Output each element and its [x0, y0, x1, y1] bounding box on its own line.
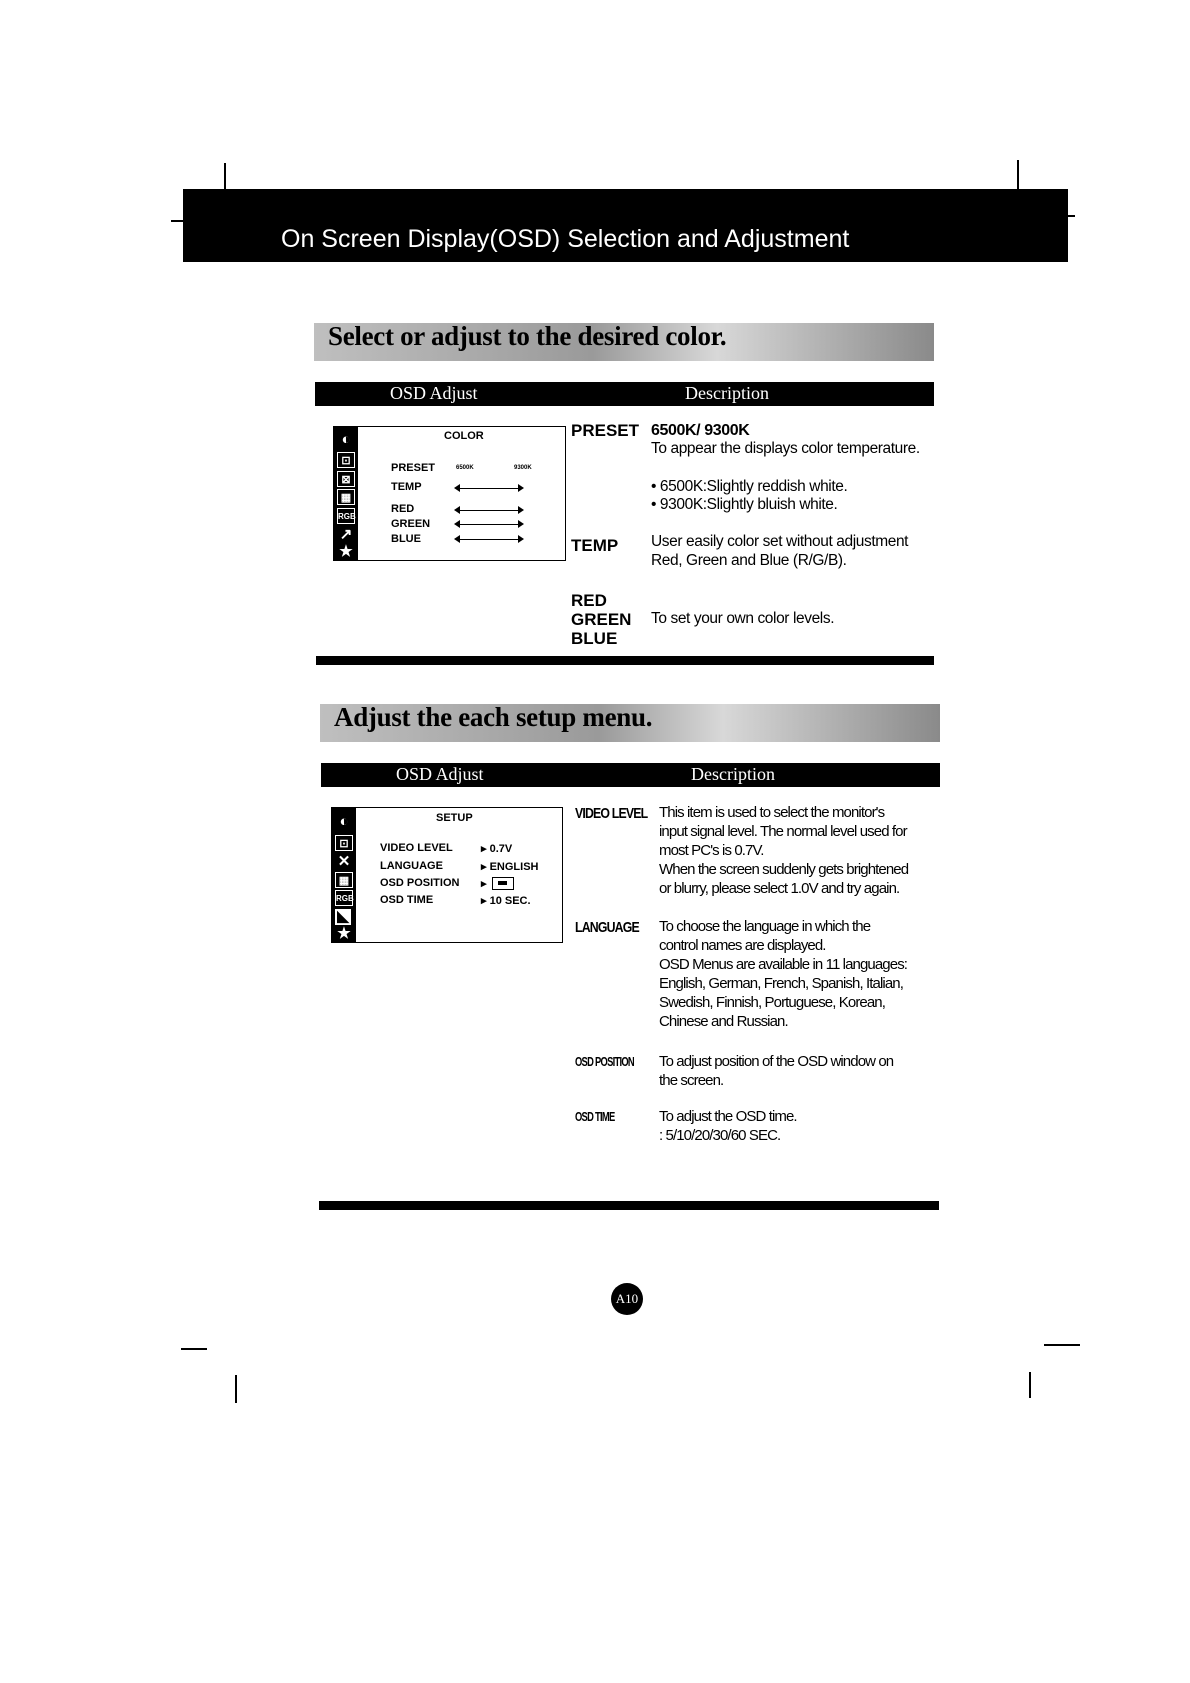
osd-green-label: GREEN [391, 518, 431, 530]
color-table-header [315, 382, 934, 406]
osd-setup-title: SETUP [436, 812, 473, 824]
term-osd-time: OSD TIME [575, 1109, 615, 1124]
osd-time-line1: To adjust the OSD time. [659, 1108, 797, 1125]
contrast-icon: ◐ [339, 813, 349, 830]
temp-line1: User easily color set without adjustment [651, 533, 909, 550]
osd-position-line1: To adjust position of the OSD window on [659, 1053, 894, 1070]
rgb-line1: To set your own color levels. [651, 610, 835, 627]
language-line4: English, German, French, Spanish, Italian, [659, 975, 904, 992]
crop-mark [181, 1348, 207, 1350]
osd-temp-slider[interactable] [456, 488, 522, 489]
osd-position-window-fill [498, 881, 507, 885]
osd-icon-column [332, 808, 356, 942]
crop-mark [224, 163, 226, 191]
section-divider [319, 1201, 939, 1210]
position-icon: ⊡ [335, 835, 353, 851]
crop-mark [1044, 1344, 1080, 1346]
star-icon: ★ [339, 543, 353, 560]
osd-color-title: COLOR [444, 430, 484, 442]
page-title: On Screen Display(OSD) Selection and Adjustment [281, 225, 850, 253]
crop-mark [1017, 160, 1019, 190]
osd-preset-9300k: 9300K [514, 465, 532, 471]
osd-time-label: OSD TIME [380, 894, 434, 906]
star-icon: ★ [337, 925, 351, 942]
language-line3: OSD Menus are available in 11 languages: [659, 956, 908, 973]
col-osd-adjust: OSD Adjust [390, 383, 478, 403]
osd-position-label: OSD POSITION [380, 877, 460, 889]
osd-position-window-icon [492, 877, 514, 890]
term-preset: PRESET [571, 421, 640, 440]
col-description: Description [691, 764, 775, 784]
tracking-icon: ◣ [335, 909, 351, 925]
language-line6: Chinese and Russian. [659, 1013, 788, 1030]
header-bar [183, 189, 1068, 262]
language-line5: Swedish, Finnish, Portuguese, Korean, [659, 994, 886, 1011]
color-section-title-text: Select or adjust to the desired color. [328, 323, 727, 351]
osd-setup-menu [331, 807, 563, 943]
size-icon: ✕ [337, 853, 351, 870]
preset-heading-text: 6500K/ 9300K [651, 422, 750, 439]
setup-section-title [320, 704, 940, 742]
term-green: GREEN [571, 610, 632, 629]
crop-mark [1029, 1372, 1031, 1398]
osd-icon-column [334, 427, 358, 560]
osd-red-label: RED [391, 503, 415, 515]
language-line2: control names are displayed. [659, 937, 826, 954]
term-blue: BLUE [571, 629, 618, 648]
osd-video-level-label: VIDEO LEVEL [380, 842, 453, 854]
preset-bullet1: • 6500K:Slightly reddish white. [651, 478, 848, 495]
crop-mark [1067, 215, 1075, 217]
rgb-icon: RGB [337, 508, 355, 524]
size-icon: ⊠ [337, 471, 355, 487]
term-red: RED [571, 591, 607, 610]
osd-preset-6500k: 6500K [456, 465, 474, 471]
video-level-line1: This item is used to select the monitor's [659, 804, 885, 821]
osd-color-menu [333, 426, 566, 561]
video-level-line5: or blurry, please select 1.0V and try again. [659, 880, 900, 897]
position-icon: ⊡ [337, 452, 355, 468]
col-description: Description [685, 383, 769, 403]
osd-red-slider[interactable] [456, 510, 522, 511]
osd-green-slider[interactable] [456, 524, 522, 525]
preset-bullet2: • 9300K:Slightly bluish white. [651, 496, 838, 513]
preset-line1: To appear the displays color temperature. [651, 440, 920, 457]
video-level-line3: most PC's is 0.7V. [659, 842, 764, 859]
osd-preset-label: PRESET [391, 462, 436, 474]
osd-language-value[interactable]: ▸ ENGLISH [481, 861, 539, 873]
color-icon: ▦ [337, 489, 355, 505]
setup-section-title-text: Adjust the each setup menu. [334, 704, 653, 732]
crop-mark [235, 1375, 237, 1403]
section-divider [316, 656, 934, 665]
col-osd-adjust: OSD Adjust [396, 764, 484, 784]
color-section-title [314, 323, 934, 361]
osd-video-level-value[interactable]: ▸ 0.7V [481, 843, 513, 855]
language-line1: To choose the language in which the [659, 918, 871, 935]
setup-table-header [321, 763, 940, 787]
rgb-icon: RGB [335, 890, 353, 906]
osd-time-line2: : 5/10/20/30/60 SEC. [659, 1127, 781, 1144]
osd-time-value[interactable]: ▸ 10 SEC. [481, 895, 531, 907]
osd-position-line2: the screen. [659, 1072, 724, 1089]
osd-position-value[interactable]: ▸ [481, 878, 487, 890]
term-language: LANGUAGE [575, 919, 639, 936]
temp-line2: Red, Green and Blue (R/G/B). [651, 552, 847, 569]
term-osd-position: OSD POSITION [575, 1054, 634, 1069]
tracking-icon: ↗ [339, 526, 353, 543]
osd-blue-label: BLUE [391, 533, 421, 545]
video-level-line2: input signal level. The normal level used for [659, 823, 907, 840]
osd-blue-slider[interactable] [456, 539, 522, 540]
contrast-icon: ◐ [341, 431, 351, 448]
osd-temp-label: TEMP [391, 481, 422, 493]
osd-language-label: LANGUAGE [380, 860, 443, 872]
term-video-level: VIDEO LEVEL [575, 805, 648, 822]
preset-heading [651, 422, 749, 440]
video-level-line4: When the screen suddenly gets brightened [659, 861, 909, 878]
term-temp: TEMP [571, 536, 619, 555]
color-icon: ▦ [335, 872, 353, 888]
page-number-badge: A10 [611, 1283, 643, 1315]
